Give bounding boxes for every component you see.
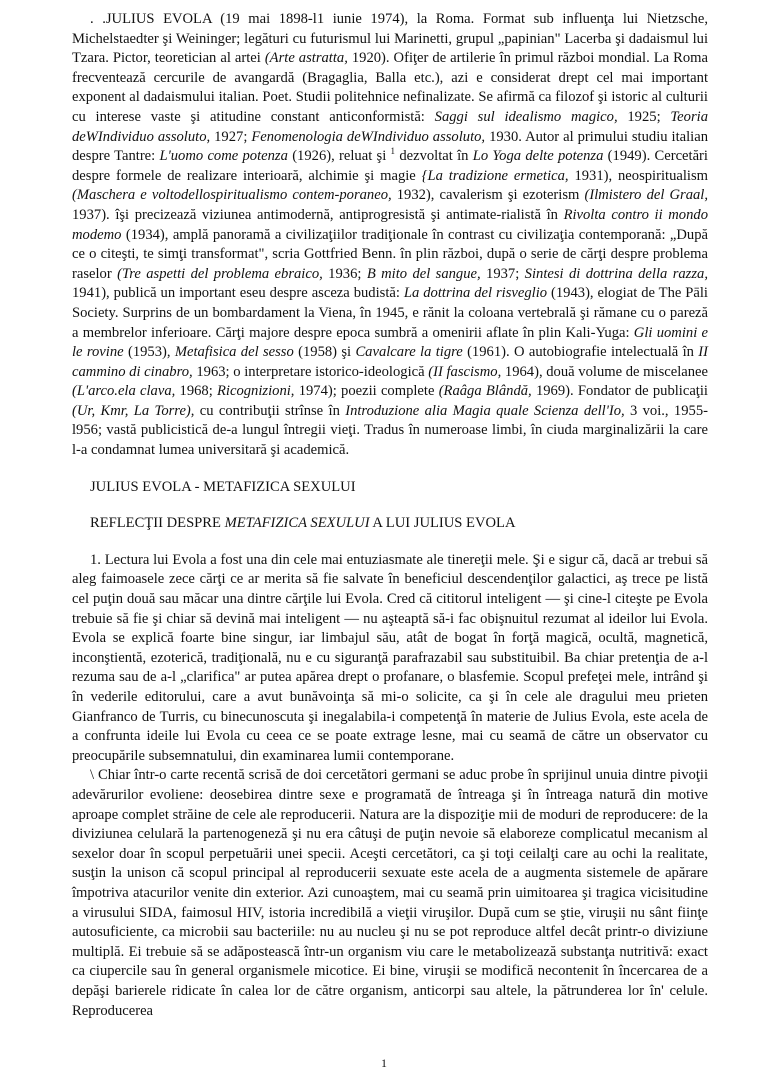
bio-text: 3 voi., 1955-l956; vastă publicistică de-a lungul întregii vieţi. Tradus în numeroase limbi, în ciuda marginalizării la care l-a condamnat lumea universitară şi academică. bbox=[72, 402, 708, 459]
bio-italic-title: Rivolta contro ii mondo modemo bbox=[72, 206, 708, 243]
bio-italic-title: (Ur, Kmr, La Torre), bbox=[72, 402, 195, 419]
bio-italic-title: Lo Yoga delte potenza bbox=[472, 148, 604, 165]
spacer bbox=[72, 497, 708, 514]
reflections-heading-italic: METAFIZICA SEXULUI bbox=[224, 515, 370, 532]
author-biography-paragraph bbox=[72, 10, 708, 461]
bio-text: . .JULIUS EVOLA (19 mai 1898-l1 iunie 1974), la Roma. Format sub influenţa lui Nietzsche, Michelstaedter şi Weininger; legături cu futurismul lui Marinetti, grupul „papinian" Lacerba şi dadaismul lui Tzara. Pictor, teoretician al artei bbox=[72, 11, 708, 67]
bio-italic-title: L'uomo come potenza bbox=[159, 148, 288, 165]
bio-italic-title: Saggi sul idealismo magico, bbox=[434, 108, 618, 125]
bio-text: 1930. Autor al primului studiu italian despre Tantre: bbox=[72, 128, 708, 165]
bio-text: (1961). O autobiografie intelectuală în bbox=[462, 344, 699, 361]
bio-italic-title: (Maschera e voltodellospiritualismo contem-poraneo, bbox=[72, 187, 392, 204]
reflections-heading-suffix: A LUI JULIUS EVOLA bbox=[369, 515, 516, 532]
bio-text: 1925; bbox=[617, 108, 671, 125]
bio-text: (1934), amplă panoramă a civilizaţiilor tradiţionale în contrast cu civilizaţia contemporană: „După ce o citeşti, te simţi transformat", scria Gottfried Benn. în plin război, după o serie de cărţi despre problema raselor bbox=[72, 226, 708, 282]
bio-text: 1969). Fondator de publicaţii bbox=[531, 383, 708, 400]
page-number: 1 bbox=[381, 1056, 387, 1070]
bio-text: 1931), neospiritualism bbox=[568, 167, 708, 184]
footnote-marker: 1 bbox=[390, 146, 396, 157]
bio-italic-title: La dottrina del risveglio bbox=[403, 285, 548, 302]
bio-text: (1953), bbox=[123, 344, 175, 361]
bio-italic-title: Introduzione alia Magia quale Scienza dell'Io, bbox=[345, 402, 625, 419]
bio-italic-title: Gli uomini e le rovine bbox=[72, 324, 708, 361]
bio-italic-title: (II fascismo, bbox=[428, 363, 502, 380]
bio-italic-title: Fenomenologia deWIndividuo assoluto, bbox=[251, 128, 486, 145]
bio-text: 1927; bbox=[210, 128, 252, 145]
bio-text: 1936; bbox=[322, 265, 367, 282]
spacer bbox=[72, 534, 708, 551]
reflections-heading bbox=[72, 514, 708, 534]
bio-italic-title: (Arte astratta, bbox=[264, 50, 348, 67]
document-page bbox=[72, 10, 708, 1021]
bio-text: dezvoltat în bbox=[395, 148, 473, 165]
bio-text: cu contribuţii strînse în bbox=[194, 402, 346, 419]
section-1-paragraph: 1. Lectura lui Evola a fost una din cele mai entuziasmate ale tinereţii mele. Şi e sigur că, dacă ar trebui să aleg faimoasele zece cărţi ce ar merita să fie salvate în beneficiul descendenţilor galactici, aş trece pe listă cel puţin două sau măcar una dintre cărţile lui Evola. Cred că cititorul inteligent — şi cine-l citeşte pe Evola trebuie să fie şi chiar să devină mai inteligent — nu aşteaptă să-i fac obişnuitul rezumat al ideilor lui Evola. Evola se explică foarte bine singur, iar limbajul său, atât de bogat în forţă magică, ocultă, magnetică, inconştientă, ezoterică, tradiţională, nu e cu siguranţă parafrazabil sau substituibil. Ba chiar pretenţia de a-l rezuma sau de a-l „clarifica" ar putea apărea drept o profanare, o blasfemie. Scopul prefeţei mele, intrând şi în vederile editorului, care a avut bunăvoinţa să mi-o solicite, ca şi în cele ale dragului meu prieten Gianfranco de Turris, cu binecunoscuta şi inegalabila-i competenţă în materie de Julius Evola, este acela de a confrunta ideile lui Evola cu ceea ce se poate extrage lesne, mai cu seamă de către un observator cu preocupările subsemnatului, din examinarea lumii contemporane. bbox=[72, 551, 708, 764]
bio-text: 1920). Ofiţer de artilerie în primul război mondial. La Roma frecventează cercurile de avangardă (Bragaglia, Balla etc.), azi e considerat drept cel mai important exponent al dadaismului italian. Poet. Studii politehnice nefinalizate. Se afirmă ca filozof şi istoric al culturii cu interese vaste şi atitudine constant anticonformistă: bbox=[72, 50, 708, 125]
bio-text: 1968; bbox=[175, 383, 218, 400]
bio-text: (1943), elogiat de The Pāli Society. Surprins de un bombardament la Viena, în 1945, e rănit la coloana vertebrală şi rămane cu o pareză a membrelor inferioare. Cărţi majore despre epoca sumbră a omenirii aflate în plin Kali-Yuga: bbox=[72, 285, 708, 341]
bio-text: 1937; bbox=[480, 265, 525, 282]
bio-text: 1941), publică un important eseu despre asceza budistă: bbox=[72, 285, 404, 302]
bio-text: 1964), două volume de miscelanee bbox=[501, 363, 709, 380]
bio-italic-title: Cavalcare la tigre bbox=[355, 344, 463, 361]
bio-text: (1958) şi bbox=[293, 344, 356, 361]
spacer bbox=[72, 461, 708, 478]
reflections-heading-prefix: REFLECŢII DESPRE bbox=[90, 515, 225, 532]
bio-text: (1926), reluat şi bbox=[287, 148, 391, 165]
bio-italic-title: Ricognizioni, bbox=[217, 383, 295, 400]
bio-italic-title: Teoria deWIndividuo assoluto, bbox=[72, 108, 708, 145]
bio-italic-title: {La tradizione ermetica, bbox=[421, 167, 569, 184]
bio-text: 1974); poezii complete bbox=[294, 383, 439, 400]
bio-italic-title: Metafisica del sesso bbox=[174, 344, 294, 361]
bio-text: 1932), cavalerism şi ezoterism bbox=[391, 187, 585, 204]
bio-italic-title: B mito del sangue, bbox=[366, 265, 481, 282]
bio-italic-title: (Tre aspetti del problema ebraico, bbox=[117, 265, 323, 282]
bio-text: 1937). îşi precizează viziunea antimodernă, antiprogresistă şi antimate-rialistă în bbox=[72, 206, 564, 223]
section-2-paragraph: \ Chiar într-o carte recentă scrisă de doi cercetători germani se aduc probe în sprijinul unuia dintre pivoţii adevărurilor evoliene: deosebirea dintre sexe e programată de întreaga şi în întreaga natură din motive aproape complet străine de cele ale reproducerii. Natura are la dispoziţie mii de moduri de reproducere: de la diviziunea celulară la partenogeneză şi nu era câtuşi de puţin nevoie să elaboreze complicatul mecanism al sexelor doar în scopul perpetuării unei specii. Aceşti cercetători, ca şi toţi ceilalţi care au ochi la realitate, susţin la unison că scopul principal al reproducerii sexuate este acela de a augmenta sistemele de apărare împotriva atacurilor venite din exterior. Azi cunoaştem, mai cu seamă prin uimitoarea şi tragica vicisitudine a virusului SIDA, faimosul HIV, istoria incredibilă a vieţii viruşilor. După cum se ştie, viruşii nu sânt fiinţe autosuficiente, ca microbii sau bacteriile: nu au nucleu şi nu se pot reproduce altfel decât printr-o diviziune multiplă. Ei trebuie să se adăpostească într-un organism viu care le metabolizează substanţa nutritivă: exact ca ciupercile sau în general organismele micotice. Ei bine, viruşii se modifică necontenit în încercarea de a depăşi barierele ridicate în calea lor de către organism, anticorpi sau altele, la pătrunderea lor în' celule. Reproducerea bbox=[72, 767, 708, 1019]
bio-italic-title: Sintesi di dottrina della razza, bbox=[524, 265, 708, 282]
bio-text: 1963; o interpretare istorico-ideologică bbox=[192, 363, 429, 380]
bio-italic-title: (Raâga Blândă, bbox=[438, 383, 532, 400]
bio-italic-title: (Ilmistero del Graal, bbox=[584, 187, 709, 204]
bio-italic-title: (L'arco.ela clava, bbox=[72, 383, 176, 400]
book-title-heading: JULIUS EVOLA - METAFIZICA SEXULUI bbox=[90, 478, 356, 495]
bio-text: (1949). Cercetări despre formele de realizare interioară, alchimie şi magie bbox=[72, 148, 708, 184]
bio-italic-title: II cammino di cinabro, bbox=[72, 344, 708, 380]
